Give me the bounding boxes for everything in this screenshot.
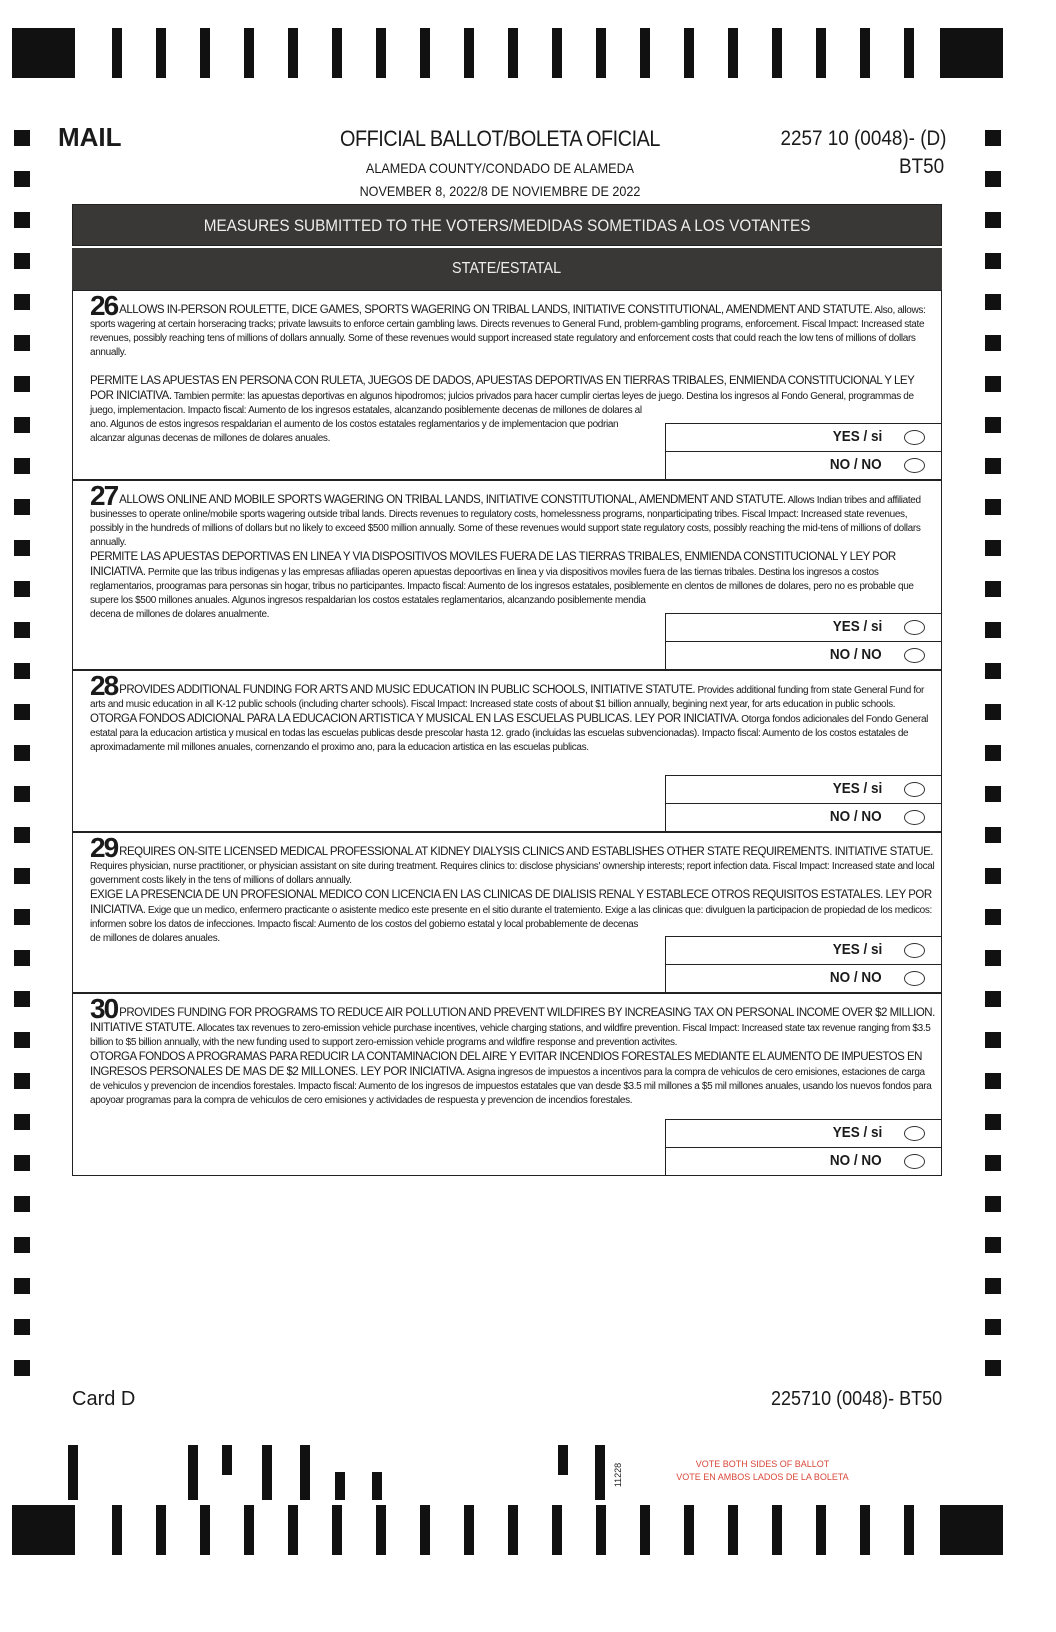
side-timing-mark: [14, 950, 30, 966]
timing-bar: [684, 1505, 694, 1555]
side-timing-mark: [14, 171, 30, 187]
side-timing-mark: [985, 417, 1001, 433]
section-subtitle-text: STATE/ESTATAL: [452, 260, 562, 277]
timing-bar: [332, 1505, 342, 1555]
side-timing-mark: [985, 950, 1001, 966]
timing-bar: [464, 28, 474, 78]
timing-bar: [640, 1505, 650, 1555]
measure-body-es: Otorga fondos adicionales del Fondo General estatal para la educacion artistica y musical en todas las escuelas publicas desde prescolar hasta 12. grado (incluidas las escuelas subvencionadas). Impacto fiscal: Aumento de los costos estatales de aproximadamente mil millones anuales, cornenzando el proximo ano, para la educacion artistica en las escuelas publicas.: [90, 714, 929, 753]
side-timing-mark: [14, 130, 30, 146]
timing-bar: [288, 28, 298, 78]
side-timing-mark: [14, 827, 30, 843]
side-timing-mark: [985, 991, 1001, 1007]
measure-text: [73, 671, 941, 755]
side-timing-mark: [985, 458, 1001, 474]
no-oval[interactable]: [904, 1154, 925, 1169]
yes-oval[interactable]: [904, 943, 925, 958]
vote-options: [665, 1119, 941, 1175]
side-timing-mark: [14, 786, 30, 802]
measure-body-en: Also, allows: sports wagering at certain horseracing tracks; private lawsuits to enforce certain gambling laws. Directs revenues to General Fund, problem-gambling programs, enforcement. Fiscal Impact: Increased state revenues, possibly reaching tens of millions of dollars annually. Some of these revenues would support increased state regulatory and enforcement costs that could reach the low tens of millions of dollars annually.: [90, 305, 926, 358]
side-timing-mark: [985, 663, 1001, 679]
ballot-code: 2257 10 (0048)- (D): [780, 127, 946, 150]
side-timing-mark: [14, 499, 30, 515]
side-timing-mark: [14, 335, 30, 351]
side-timing-mark: [985, 1114, 1001, 1130]
measure-title-en: ALLOWS ONLINE AND MOBILE SPORTS WAGERING ON TRIBAL LANDS, INITIATIVE CONSTITUTIONAL, AMENDMENT AND STATUTE.: [119, 494, 786, 506]
vote-options: [665, 613, 941, 669]
measure-body-en: Requires physician, nurse practitioner, or physician assistant on site during treatment. Requires clinics to: disclose physicians' ownership interests; report infection data. Fiscal Impact: Increased state and local government costs likely in the tens of millions of dollars annually.: [90, 861, 935, 886]
yes-option[interactable]: [665, 423, 941, 451]
side-timing-mark: [985, 1319, 1001, 1335]
timing-bar: [552, 1505, 562, 1555]
no-label: NO / NO: [830, 646, 883, 663]
side-timing-mark: [14, 458, 30, 474]
yes-label: YES / si: [832, 618, 883, 635]
timing-bar: [772, 1505, 782, 1555]
side-timing-mark: [985, 581, 1001, 597]
side-timing-mark: [985, 622, 1001, 638]
yes-label: YES / si: [832, 780, 883, 797]
side-timing-mark: [985, 1278, 1001, 1294]
yes-oval[interactable]: [904, 430, 925, 445]
timing-bar: [640, 28, 650, 78]
barcode-mark: [188, 1445, 198, 1500]
no-oval[interactable]: [904, 810, 925, 825]
measure-body-en: Allows Indian tribes and affiliated businesses to operate online/mobile sports wagering outside tribal lands. Directs revenues to regulatory costs, homelessness programs, nonparticipating tribes. Fiscal Impact: Increased state revenues, possibly in the hundreds of millions of dollars but no likely to exceed $500 million annually. Some of these revenues would support state regulatory costs, possibly reaching the mid-tens of millions of dollars annually.: [90, 495, 921, 548]
measure-body-es: Tambien permite: las apuestas deportivas en algunos hipodromos; julcios privados para hacer cumplir ciertas leyes de juego. Destina los ingresos al Fondo General, programmas de juego, implementacion. Impacto fiscal: Aumento de los ingresos estatales, alcanzando posiblemente decenas de millones de dolares al ano. Algunos de estos ingresos respaldarian el aumento de los costos estatales reglamentarios y de implementacion que podrian alcanzar algunas decenas de millones de dolares anuales.: [90, 391, 914, 444]
measure-body-es: Exige que un medico, enfermero practicante o asistente medico este presente en el sitio durante el tratemiento. Exige a las clinicas que: divulguen la participacion de propiedad de los medicos: informen sobre los datos de infecciones. Impacto fiscal: Aumento de los costos del gobierno estatal y local probablemente de decenas de millones de dolares anuales.: [90, 905, 932, 944]
yes-label: YES / si: [832, 1124, 883, 1141]
measure-28: [72, 670, 942, 832]
side-timing-mark: [14, 1278, 30, 1294]
timing-bar: [596, 28, 606, 78]
measure-body-en: Provides additional funding from state General Fund for arts and music education in all K-12 public schools (including charter schools). Fiscal Impact: Increased state costs of about $1 billion annually, begining next year, for arts education in public schools.: [90, 685, 924, 710]
measure-26: [72, 290, 942, 480]
side-timing-mark: [14, 1360, 30, 1376]
vote-options: [665, 936, 941, 992]
timing-bar: [156, 28, 166, 78]
side-timing-mark: [14, 745, 30, 761]
measure-body-es: Asigna ingresos de impuestos a incentivos para la compra de vehiculos de cero emisiones, estaciones de carga de vehiculos y prevencion de incendios forestales. Impacto fiscal: Aumento de los ingresos de impuestos estatales que van desde $3.5 mil millones a $5 mil millones anuales, usando los nuevos fondos para apoyoar programas para la compra de vehiculos de cero emisiones y actividades de respuesta y prevencion de incendios forestales.: [90, 1067, 932, 1106]
side-timing-mark: [985, 909, 1001, 925]
side-timing-mark: [14, 253, 30, 269]
no-option[interactable]: [665, 803, 941, 831]
yes-label: YES / si: [832, 941, 883, 958]
measure-title-es: EXIGE LA PRESENCIA DE UN PROFESIONAL MEDICO CON LICENCIA EN LAS CLINICAS DE DIALISIS RENAL Y ESTABLECE OTROS REQUISITOS ESTATALES. LEY POR INICIATIVA.: [90, 889, 932, 916]
no-option[interactable]: [665, 1147, 941, 1175]
timing-bar: [816, 1505, 826, 1555]
measure-body-en: Allocates tax revenues to zero-emission vehicle purchase incentives, vehicle charging stations, and wildfire prevention. Fiscal Impact: Increased state tax revenue ranging from $3.5 billion to $5 billion annually, with the new funding used to support zero-emission vehicle programs and wildfire response and prevention activites.: [90, 1023, 931, 1048]
side-timing-mark: [985, 335, 1001, 351]
notice-es: VOTE EN AMBOS LADOS DE LA BOLETA: [676, 1472, 849, 1482]
yes-label: YES / si: [832, 428, 883, 445]
timing-bar: [684, 28, 694, 78]
timing-bar: [112, 1505, 122, 1555]
section-title: [72, 204, 942, 246]
yes-option[interactable]: [665, 936, 941, 964]
measure-text: [73, 994, 941, 1108]
side-timing-mark: [14, 212, 30, 228]
measure-number: 26: [90, 290, 118, 321]
no-oval[interactable]: [904, 971, 925, 986]
barcode-mark: [335, 1472, 345, 1500]
side-timing-mark: [985, 1360, 1001, 1376]
measure-body-es: Permite que las tribus indigenas y las empresas afiliadas operen apuestas depoortivas en linea y via dispositivos moviles fuera de las tiernas tribales. Destina los ingresos a costos reglamentarios, proogramas para personas sin hogar, tribus no participantes. Impacto fiscal: Aumento de los ingresos estatales, posiblemente en clentos de millones de dolares, pero no es probable que supere los $500 millones anuales. Algunos ingresos respaldarian los costos estatales reglamentarios, alcanzando posiblemente mendia decena de millones de dolares anualmente.: [90, 567, 914, 620]
side-timing-mark: [985, 212, 1001, 228]
measure-30: [72, 993, 942, 1176]
side-timing-mark: [14, 376, 30, 392]
side-timing-mark: [14, 1196, 30, 1212]
side-timing-mark: [14, 540, 30, 556]
barcode-mark: [595, 1445, 605, 1500]
timing-bar: [376, 1505, 386, 1555]
ballot-type: BT50: [898, 155, 944, 178]
yes-oval[interactable]: [904, 1126, 925, 1141]
side-timing-mark: [985, 1196, 1001, 1212]
timing-bar: [596, 1505, 606, 1555]
side-timing-mark: [14, 1114, 30, 1130]
timing-bar: [508, 1505, 518, 1555]
measure-text: [73, 481, 941, 622]
timing-bar: [508, 28, 518, 78]
measure-number: 27: [90, 480, 118, 511]
timing-bar: [332, 28, 342, 78]
side-timing-mark: [14, 991, 30, 1007]
timing-bar: [860, 28, 870, 78]
measure-title-en: PROVIDES ADDITIONAL FUNDING FOR ARTS AND MUSIC EDUCATION IN PUBLIC SCHOOLS, INITIATIVE STATUTE.: [119, 684, 696, 696]
measure-number: 28: [90, 670, 118, 701]
side-timing-mark: [14, 704, 30, 720]
barcode-mark: [558, 1445, 568, 1475]
card-label: Card D: [72, 1388, 136, 1410]
timing-bar: [728, 28, 738, 78]
no-label: NO / NO: [830, 1152, 883, 1169]
side-timing-mark: [14, 868, 30, 884]
yes-option[interactable]: [665, 613, 941, 641]
measure-text: [73, 833, 941, 946]
side-timing-mark: [985, 1155, 1001, 1171]
timing-bar: [200, 28, 210, 78]
side-timing-mark: [985, 253, 1001, 269]
vote-both-sides-notice: [670, 1458, 855, 1484]
side-timing-mark: [985, 171, 1001, 187]
timing-bar: [112, 28, 122, 78]
corner-mark: [12, 28, 75, 78]
corner-mark: [940, 28, 1003, 78]
measure-number: 30: [90, 993, 118, 1024]
side-timing-mark: [14, 1237, 30, 1253]
election-date: NOVEMBER 8, 2022/8 DE NOVIEMBRE DE 2022: [359, 183, 641, 199]
timing-bar: [772, 28, 782, 78]
side-timing-mark: [14, 417, 30, 433]
side-timing-mark: [985, 868, 1001, 884]
yes-option[interactable]: [665, 1119, 941, 1147]
section-title-text: MEASURES SUBMITTED TO THE VOTERS/MEDIDAS SOMETIDAS A LOS VOTANTES: [203, 216, 811, 235]
timing-bar: [904, 28, 914, 78]
timing-bar: [860, 1505, 870, 1555]
vote-options: [665, 423, 941, 479]
measure-title-en: ALLOWS IN-PERSON ROULETTE, DICE GAMES, SPORTS WAGERING ON TRIBAL LANDS, INITIATIVE CONSTITUTIONAL, AMENDMENT AND STATUTE.: [119, 304, 873, 316]
side-timing-mark: [985, 376, 1001, 392]
side-timing-mark: [14, 294, 30, 310]
no-label: NO / NO: [830, 456, 883, 473]
barcode-mark: [68, 1445, 78, 1500]
footer-code: 225710 (0048)- BT50: [770, 1388, 942, 1410]
timing-bar: [244, 28, 254, 78]
measure-title-es: PERMITE LAS APUESTAS EN PERSONA CON RULETA, JUEGOS DE DADOS, APUESTAS DEPORTIVAS EN TIERRAS TRIBALES, ENMIENDA CONSTITUCIONAL Y LEY POR INICIATIVA.: [90, 375, 915, 402]
barcode-mark: [222, 1445, 232, 1475]
side-timing-mark: [985, 745, 1001, 761]
timing-bar: [420, 1505, 430, 1555]
measure-29: [72, 832, 942, 993]
county-name: ALAMEDA COUNTY/CONDADO DE ALAMEDA: [365, 160, 635, 176]
side-timing-mark: [985, 786, 1001, 802]
side-timing-mark: [985, 827, 1001, 843]
side-timing-mark: [985, 1237, 1001, 1253]
timing-bar: [728, 1505, 738, 1555]
timing-bar: [464, 1505, 474, 1555]
timing-bar: [420, 28, 430, 78]
timing-bar: [156, 1505, 166, 1555]
timing-bar: [552, 28, 562, 78]
vote-options: [665, 775, 941, 831]
yes-option[interactable]: [665, 775, 941, 803]
timing-bar: [816, 28, 826, 78]
no-option[interactable]: [665, 964, 941, 992]
no-oval[interactable]: [904, 648, 925, 663]
timing-bar: [288, 1505, 298, 1555]
side-timing-mark: [14, 909, 30, 925]
side-timing-mark: [14, 663, 30, 679]
timing-bar: [376, 28, 386, 78]
side-timing-mark: [14, 1319, 30, 1335]
measure-number: 29: [90, 832, 118, 863]
side-timing-mark: [14, 1032, 30, 1048]
measure-title-en: REQUIRES ON-SITE LICENSED MEDICAL PROFESSIONAL AT KIDNEY DIALYSIS CLINICS AND ESTABLISHES OTHER STATE REQUIREMENTS. INITIATIVE STATUE.: [119, 846, 933, 858]
measure-title-es: OTORGA FONDOS A PROGRAMAS PARA REDUCIR LA CONTAMINACION DEL AIRE Y EVITAR INCENDIOS FORESTALES MEDIANTE EL AUMENTO DE IMPUESTOS EN INGRESOS PERSONALES DE MAS DE $2 MILLONES. LEY POR INICIATIVA.: [90, 1051, 922, 1078]
vertical-number: 11228: [613, 1462, 624, 1488]
no-label: NO / NO: [830, 969, 883, 986]
side-timing-mark: [985, 294, 1001, 310]
no-label: NO / NO: [830, 808, 883, 825]
side-timing-mark: [985, 704, 1001, 720]
mail-label: MAIL: [58, 122, 122, 152]
no-oval[interactable]: [904, 458, 925, 473]
timing-bar: [200, 1505, 210, 1555]
timing-bar: [904, 1505, 914, 1555]
barcode-mark: [262, 1445, 272, 1500]
no-option[interactable]: [665, 451, 941, 479]
no-option[interactable]: [665, 641, 941, 669]
side-timing-mark: [14, 1073, 30, 1089]
corner-mark: [940, 1505, 1003, 1555]
side-timing-mark: [14, 1155, 30, 1171]
side-timing-mark: [985, 499, 1001, 515]
measure-title-es: PERMITE LAS APUESTAS DEPORTIVAS EN LINEA Y VIA DISPOSITIVOS MOVILES FUERA DE LAS TIERRAS TRIBALES, ENMIENDA CONSTITUCIONAL Y LEY POR INICIATIVA.: [90, 551, 896, 578]
timing-bar: [244, 1505, 254, 1555]
yes-oval[interactable]: [904, 782, 925, 797]
barcode-mark: [372, 1472, 382, 1500]
side-timing-mark: [985, 540, 1001, 556]
side-timing-mark: [985, 130, 1001, 146]
measure-title-es: OTORGA FONDOS ADICIONAL PARA LA EDUCACION ARTISTICA Y MUSICAL EN LAS ESCUELAS PUBLICAS. LEY POR INICIATIVA.: [90, 713, 739, 725]
side-timing-mark: [985, 1032, 1001, 1048]
ballot-title: OFFICIAL BALLOT/BOLETA OFICIAL: [340, 126, 660, 151]
barcode-mark: [300, 1445, 310, 1500]
notice-en: VOTE BOTH SIDES OF BALLOT: [695, 1459, 830, 1469]
side-timing-mark: [14, 622, 30, 638]
side-timing-mark: [985, 1073, 1001, 1089]
side-timing-mark: [14, 581, 30, 597]
yes-oval[interactable]: [904, 620, 925, 635]
measure-27: [72, 480, 942, 670]
corner-mark: [12, 1505, 75, 1555]
section-subtitle: [72, 248, 942, 290]
measure-title-en: PROVIDES FUNDING FOR PROGRAMS TO REDUCE AIR POLLUTION AND PREVENT WILDFIRES BY INCREASING TAX ON PERSONAL INCOME OVER $2 MILLION. INITIATIVE STATUTE.: [90, 1007, 935, 1034]
